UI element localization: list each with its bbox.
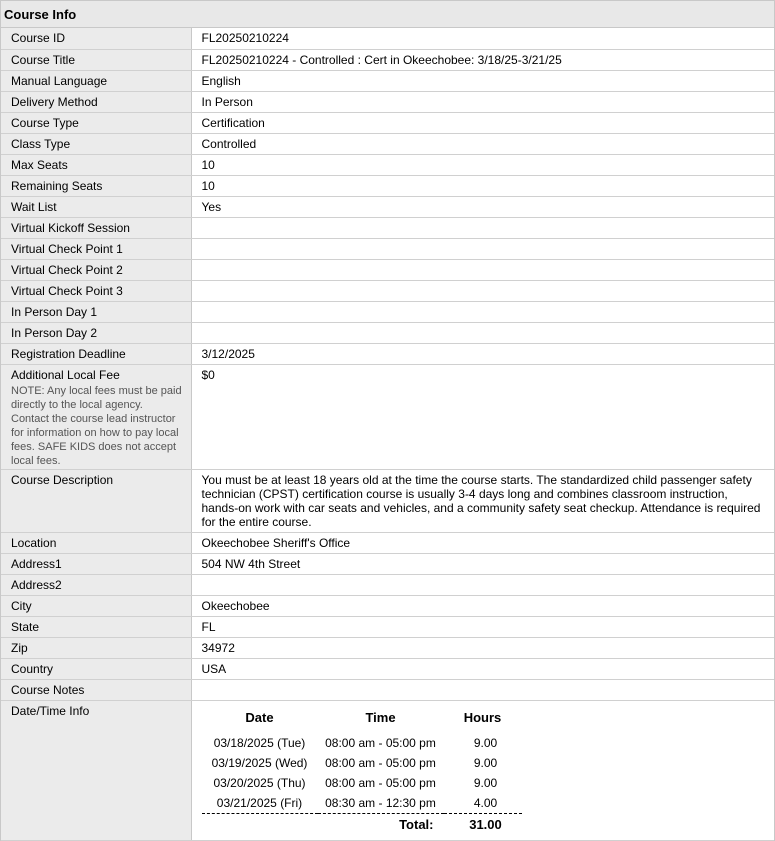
row-value: Okeechobee Sheriff's Office xyxy=(201,535,351,550)
row-value: USA xyxy=(201,661,227,676)
info-row-course-description xyxy=(1,469,774,532)
session-hours: 4.00 xyxy=(473,795,498,810)
info-row-course-notes xyxy=(1,679,774,700)
session-date: 03/21/2025 (Fri) xyxy=(216,795,303,810)
info-row-zip xyxy=(1,637,774,658)
info-row-remaining-seats xyxy=(1,175,774,196)
schedule-row xyxy=(202,793,522,814)
info-row-city xyxy=(1,595,774,616)
info-row-virtual-check-point-3 xyxy=(1,280,774,301)
row-label: Location xyxy=(11,535,57,550)
schedule-row xyxy=(202,773,522,793)
row-label: Registration Deadline xyxy=(11,346,126,361)
session-hours: 9.00 xyxy=(473,735,498,750)
session-time: 08:00 am - 05:00 pm xyxy=(325,755,436,770)
total-hours: 31.00 xyxy=(444,813,522,836)
row-value: 3/12/2025 xyxy=(201,346,255,361)
row-value: FL20250210224 - Controlled : Cert in Okeechobee: 3/18/25-3/21/25 xyxy=(201,52,562,67)
row-value: 504 NW 4th Street xyxy=(201,556,301,571)
row-label: Max Seats xyxy=(11,157,68,172)
session-date: 03/20/2025 (Thu) xyxy=(213,775,306,790)
row-label: State xyxy=(11,619,40,634)
panel-title: Course Info xyxy=(1,0,774,28)
info-row-manual-language xyxy=(1,70,774,91)
schedule-header-date: Date xyxy=(245,710,274,725)
session-hours: 9.00 xyxy=(473,775,498,790)
row-label: Course Description xyxy=(11,472,114,487)
fee-note: NOTE: Any local fees must be paid directly to the local agency. Contact the course lead instructor for information on how to pay local fees. SAFE KIDS does not accept local fees. xyxy=(11,384,182,467)
row-label: In Person Day 2 xyxy=(11,325,98,340)
info-row-state xyxy=(1,616,774,637)
row-label: Zip xyxy=(11,640,28,655)
course-description-text: You must be at least 18 years old at the time the course starts. The standardized child passenger safety technician (CPST) certification course is usually 3-4 days long and combines classroom instruction, hands-on work with car seats and vehicles, and a community safety seat checkup. Attendance is required for the entire course. xyxy=(201,472,761,529)
info-row-additional-local-fee xyxy=(1,364,774,469)
row-label: Course Notes xyxy=(11,682,85,697)
course-info-table xyxy=(1,28,774,841)
info-row-delivery-method xyxy=(1,91,774,112)
row-label: Course Type xyxy=(11,115,79,130)
info-row-date-time xyxy=(1,700,774,840)
row-label: Address2 xyxy=(11,577,62,592)
row-label: Additional Local Fee xyxy=(11,367,120,382)
row-value: Yes xyxy=(201,199,222,214)
row-label: Virtual Check Point 2 xyxy=(11,262,123,277)
schedule-table xyxy=(202,709,522,836)
info-row-course-id xyxy=(1,28,774,49)
row-label: Course Title xyxy=(11,52,76,67)
row-value: In Person xyxy=(201,94,253,109)
info-row-max-seats xyxy=(1,154,774,175)
row-label: Remaining Seats xyxy=(11,178,103,193)
session-time: 08:00 am - 05:00 pm xyxy=(325,735,436,750)
info-row-virtual-kickoff-session xyxy=(1,217,774,238)
row-value: 34972 xyxy=(201,640,235,655)
row-value: 10 xyxy=(201,178,215,193)
row-label: Course ID xyxy=(11,31,66,45)
info-row-course-type xyxy=(1,112,774,133)
session-hours: 9.00 xyxy=(473,755,498,770)
info-row-class-type xyxy=(1,133,774,154)
info-row-virtual-check-point-1 xyxy=(1,238,774,259)
schedule-header-hours: Hours xyxy=(463,710,502,725)
session-time: 08:30 am - 12:30 pm xyxy=(325,795,436,810)
info-row-in-person-day-2 xyxy=(1,322,774,343)
row-label: Country xyxy=(11,661,54,676)
row-label: Wait List xyxy=(11,199,57,214)
row-label: In Person Day 1 xyxy=(11,304,98,319)
session-time: 08:00 am - 05:00 pm xyxy=(325,775,436,790)
session-date: 03/19/2025 (Wed) xyxy=(211,755,308,770)
row-value: 10 xyxy=(201,157,215,172)
row-label: Virtual Check Point 3 xyxy=(11,283,123,298)
row-label: Address1 xyxy=(11,556,62,571)
schedule-header-time: Time xyxy=(365,710,396,725)
row-value: FL20250210224 xyxy=(201,31,289,45)
row-value: FL xyxy=(201,619,216,634)
info-row-virtual-check-point-2 xyxy=(1,259,774,280)
schedule-row xyxy=(202,753,522,773)
row-label: Virtual Check Point 1 xyxy=(11,241,123,256)
info-row-wait-list xyxy=(1,196,774,217)
info-row-address2 xyxy=(1,574,774,595)
info-row-address1 xyxy=(1,553,774,574)
row-label: Virtual Kickoff Session xyxy=(11,220,130,235)
row-value: English xyxy=(201,73,241,88)
schedule-total-row xyxy=(202,813,522,836)
row-label: Date/Time Info xyxy=(11,703,90,718)
schedule-row xyxy=(202,733,522,753)
session-date: 03/18/2025 (Tue) xyxy=(213,735,306,750)
row-label: City xyxy=(11,598,32,613)
row-label: Delivery Method xyxy=(11,94,98,109)
row-value: Certification xyxy=(201,115,265,130)
info-row-in-person-day-1 xyxy=(1,301,774,322)
info-row-registration-deadline xyxy=(1,343,774,364)
row-value: $0 xyxy=(201,367,215,382)
info-row-course-title xyxy=(1,49,774,70)
row-label: Manual Language xyxy=(11,73,108,88)
row-label: Class Type xyxy=(11,136,71,151)
info-row-location xyxy=(1,532,774,553)
row-value: Controlled xyxy=(201,136,257,151)
info-row-country xyxy=(1,658,774,679)
total-label: Total: xyxy=(318,813,444,836)
row-value: Okeechobee xyxy=(201,598,270,613)
